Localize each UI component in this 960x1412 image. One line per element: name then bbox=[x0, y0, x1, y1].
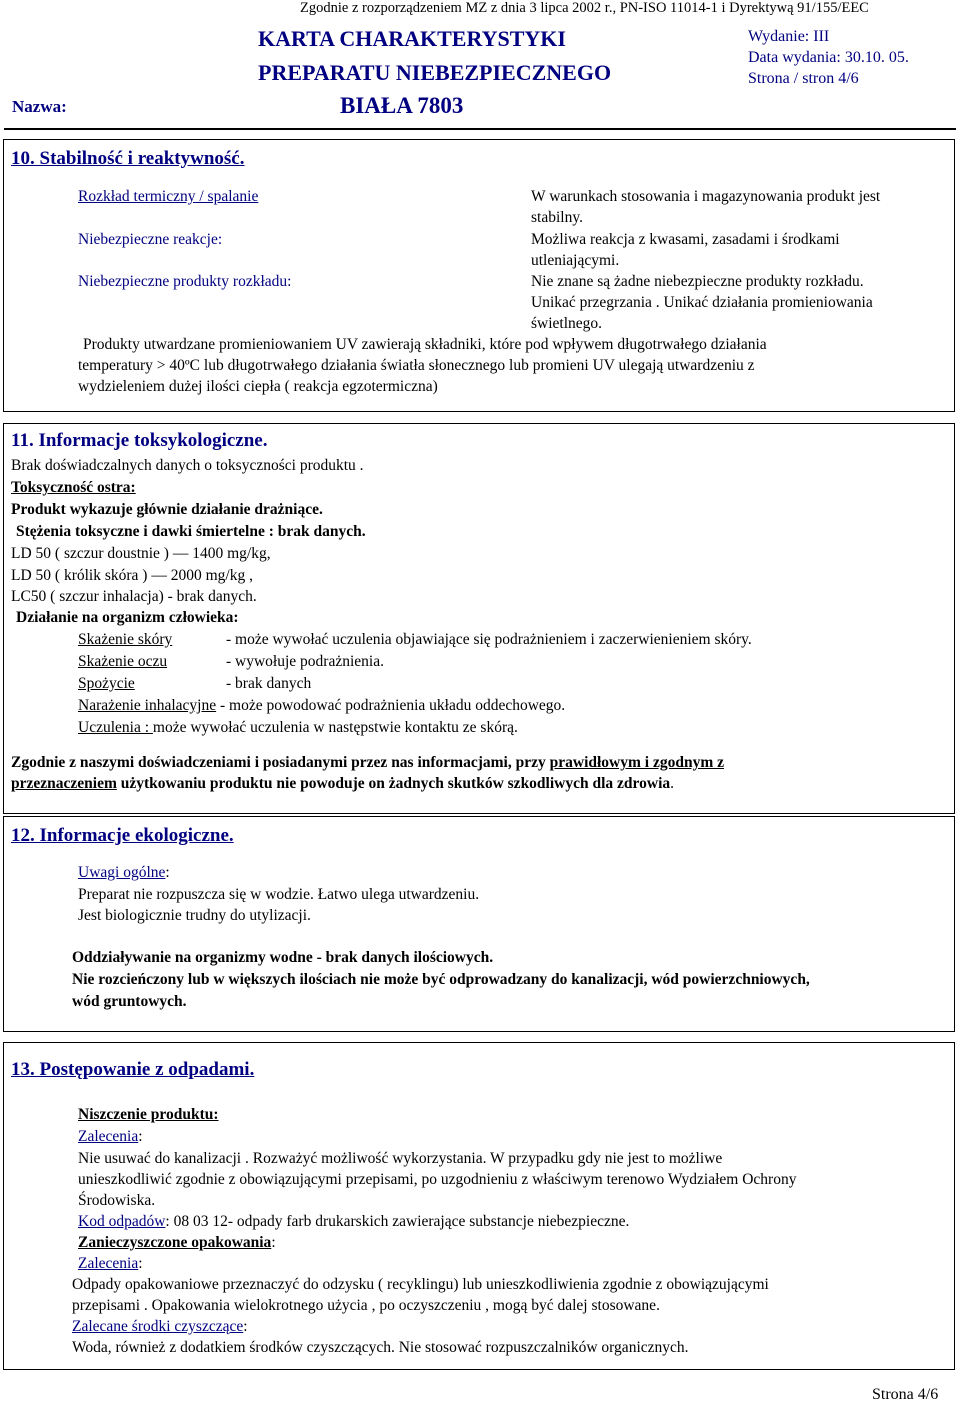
reactions-label: Niebezpieczne reakcje: bbox=[78, 231, 223, 248]
inhalation-label: Narażenie inhalacyjne bbox=[78, 697, 217, 714]
packaging-label: Zanieczyszczone opakowania bbox=[78, 1234, 272, 1251]
allergy-label: Uczulenia : bbox=[78, 719, 153, 736]
decomp-value-2: Unikać przegrzania . Unikać działania promieniowania bbox=[531, 294, 873, 311]
section-10-title: 10. Stabilność i reaktywność. bbox=[11, 148, 245, 169]
general-remarks-colon: : bbox=[165, 864, 170, 881]
summary-2c: . bbox=[670, 775, 675, 792]
ingestion-label: Spożycie bbox=[78, 675, 135, 692]
header-divider bbox=[4, 128, 956, 130]
recommendations-row-1 bbox=[78, 1127, 143, 1147]
uv-paragraph-2: temperatury > 40ºC lub długotrwałego działania światła słonecznego lub promieni UV ulegają utwardzeniu z bbox=[78, 357, 755, 374]
eco-line-5: wód gruntowych. bbox=[72, 993, 187, 1010]
allergy-value: może wywołać uczulenia w następstwie kontaktu ze skórą. bbox=[152, 719, 518, 736]
cleaning-colon: : bbox=[243, 1318, 248, 1335]
section-13-title: 13. Postępowanie z odpadami. bbox=[11, 1059, 255, 1080]
eye-label: Skażenie oczu bbox=[78, 653, 168, 670]
irritant-note: Produkt wykazuje głównie działanie drażniące. bbox=[11, 501, 323, 518]
page-count: Strona / stron 4/6 bbox=[748, 70, 859, 87]
decomp-value-1: Nie znane są żadne niebezpieczne produkty rozkładu. bbox=[531, 273, 864, 290]
no-data-note: Brak doświadczalnych danych o toksyczności produktu . bbox=[11, 457, 364, 474]
decomp-value-3: świetlnego. bbox=[531, 315, 603, 332]
cleaning-label: Zalecane środki czyszczące bbox=[72, 1318, 244, 1335]
summary-line-1 bbox=[11, 753, 724, 773]
section-12 bbox=[3, 816, 955, 1032]
reactions-value-2: utleniającymi. bbox=[531, 252, 620, 269]
general-remarks-row bbox=[78, 863, 170, 883]
waste-line-2: unieszkodliwić zgodnie z obowiązującymi przepisami, po uzgodnieniu z właściwym terenowo Wydziałem Ochrony bbox=[78, 1171, 797, 1188]
recommendations-label-2: Zalecenia bbox=[78, 1255, 139, 1272]
uv-paragraph-3: wydzieleniem dużej ilości ciepła ( reakcja egzotermiczna) bbox=[78, 378, 438, 395]
thermal-value-2: stabilny. bbox=[531, 209, 583, 226]
packaging-colon: : bbox=[271, 1234, 276, 1251]
ld50-dermal: LD 50 ( królik skóra ) — 2000 mg/kg , bbox=[11, 567, 253, 584]
decomp-label: Niebezpieczne produkty rozkładu: bbox=[78, 273, 292, 290]
summary-1a: Zgodnie z naszymi doświadczeniami i posiadanymi przez nas informacjami, przy bbox=[11, 754, 550, 771]
recommendations-label-1: Zalecenia bbox=[78, 1128, 139, 1145]
packaging-row bbox=[78, 1233, 276, 1253]
ingestion-value: - brak danych bbox=[226, 675, 312, 692]
section-10 bbox=[3, 139, 955, 412]
recommendations-row-2 bbox=[78, 1254, 143, 1274]
document-title: KARTA CHARAKTERYSTYKI bbox=[258, 26, 566, 51]
destroy-product-heading: Niszczenie produktu: bbox=[78, 1106, 219, 1123]
reactions-value-1: Możliwa reakcja z kwasami, zasadami i środkami bbox=[531, 231, 840, 248]
waste-line-1: Nie usuwać do kanalizacji . Rozważyć możliwość wykorzystania. W przypadku gdy nie jest to możliwe bbox=[78, 1150, 723, 1167]
packaging-line-1: Odpady opakowaniowe przeznaczyć do odzysku ( recyklingu) lub unieszkodliwienia zgodnie z obowiązującymi bbox=[72, 1276, 769, 1293]
skin-label: Skażenie skóry bbox=[78, 631, 173, 648]
waste-line-3: Środowiska. bbox=[78, 1192, 156, 1209]
name-label: Nazwa: bbox=[12, 97, 67, 116]
eco-line-3: Oddziaływanie na organizmy wodne - brak danych ilościowych. bbox=[72, 949, 494, 966]
summary-line-2 bbox=[11, 774, 674, 794]
section-12-title: 12. Informacje ekologiczne. bbox=[11, 825, 234, 846]
edition: Wydanie: III bbox=[748, 28, 830, 45]
eco-line-4: Nie rozcieńczony lub w większych ilościach nie może być odprowadzany do kanalizacji, wód powierzchniowych, bbox=[72, 971, 810, 988]
general-remarks-label: Uwagi ogólne bbox=[78, 864, 166, 881]
recommendations-colon-2: : bbox=[138, 1255, 143, 1272]
allergy-row bbox=[78, 718, 518, 738]
regulation-note: Zgodnie z rozporządzeniem MZ z dnia 3 lipca 2002 r., PN-ISO 11014-1 i Dyrektywą 91/155/EEC bbox=[300, 0, 869, 16]
section-13 bbox=[3, 1042, 955, 1370]
ld50-oral: LD 50 ( szczur doustnie ) — 1400 mg/kg, bbox=[11, 545, 271, 562]
skin-value: - może wywołać uczulenia objawiające się podrażnieniem i zaczerwienieniem skóry. bbox=[226, 631, 752, 648]
issue-date: Data wydania: 30.10. 05. bbox=[748, 49, 909, 66]
summary-2a: przeznaczeniem bbox=[11, 775, 117, 792]
thermal-value-1: W warunkach stosowania i magazynowania produkt jest bbox=[531, 188, 881, 205]
section-11 bbox=[3, 423, 955, 814]
recommendations-colon-1: : bbox=[138, 1128, 143, 1145]
document-subtitle: PREPARATU NIEBEZPIECZNEGO bbox=[258, 60, 612, 85]
eco-line-2: Jest biologicznie trudny do utylizacji. bbox=[78, 907, 311, 924]
summary-1b: prawidłowym i zgodnym z bbox=[549, 754, 724, 771]
inhalation-value: - może powodować podrażnienia układu oddechowego. bbox=[216, 697, 566, 714]
eco-line-1: Preparat nie rozpuszcza się w wodzie. Łatwo ulega utwardzeniu. bbox=[78, 886, 480, 903]
inhalation-row bbox=[78, 696, 565, 716]
human-effects-heading: Działanie na organizm człowieka: bbox=[16, 609, 239, 626]
footer-page-number: Strona 4/6 bbox=[872, 1386, 939, 1403]
summary-2b: użytkowaniu produktu nie powoduje on żadnych skutków szkodliwych dla zdrowia bbox=[116, 775, 671, 792]
packaging-line-2: przepisami . Opakowania wielokrotnego użycia , po oczyszczeniu , mogą być dalej stosowane. bbox=[72, 1297, 660, 1314]
cleaning-line: Woda, również z dodatkiem środków czyszczących. Nie stosować rozpuszczalników organicznych. bbox=[72, 1339, 689, 1356]
waste-code-row bbox=[78, 1212, 629, 1232]
uv-paragraph-1: Produkty utwardzane promieniowaniem UV zawierają składniki, które pod wpływem długotrwałego działania bbox=[83, 336, 767, 353]
lethal-doses-note: Stężenia toksyczne i dawki śmiertelne : brak danych. bbox=[16, 523, 366, 540]
section-11-title: 11. Informacje toksykologiczne. bbox=[11, 430, 268, 451]
eye-value: - wywołuje podrażnienia. bbox=[226, 653, 384, 670]
waste-code-label: Kod odpadów bbox=[78, 1213, 166, 1230]
thermal-label: Rozkład termiczny / spalanie bbox=[78, 188, 259, 205]
acute-toxicity-heading: Toksyczność ostra: bbox=[11, 479, 136, 496]
waste-code-value: : 08 03 12- odpady farb drukarskich zawierające substancje niebezpieczne. bbox=[165, 1213, 630, 1230]
cleaning-row bbox=[72, 1317, 248, 1337]
product-name: BIAŁA 7803 bbox=[340, 93, 464, 118]
lc50-inhalation: LC50 ( szczur inhalacja) - brak danych. bbox=[11, 588, 257, 605]
